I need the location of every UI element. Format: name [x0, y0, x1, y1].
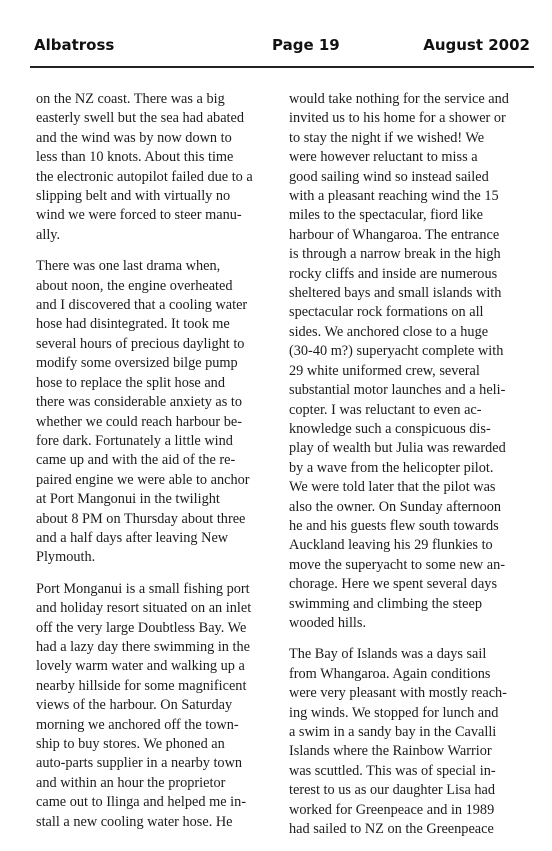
text-line: slipping belt and with virtually no — [36, 188, 231, 205]
issue-date: August 2002 — [423, 36, 530, 54]
text-line: to stay the night if we wished! We — [289, 129, 485, 146]
text-line: wind we were forced to steer manu- — [36, 207, 242, 224]
paragraph — [36, 257, 276, 568]
text-line: about noon, the engine overheated — [36, 277, 233, 294]
text-line: worked for Greenpeace and in 1989 — [289, 801, 495, 818]
text-line: good sailing wind so instead sailed — [289, 168, 489, 185]
text-line: and holiday resort situated on an inlet — [36, 600, 252, 617]
text-line: from Whangaroa. Again conditions — [289, 665, 491, 682]
text-line: had a lazy day there swimming in the — [36, 638, 250, 655]
text-line: at Port Mangonui in the twilight — [36, 491, 220, 508]
text-line: is through a narrow break in the high — [289, 246, 501, 263]
text-line: views of the harbour. On Saturday — [36, 697, 233, 714]
text-line: miles to the spectacular, fiord like — [289, 207, 483, 224]
text-line: 29 white uniformed crew, several — [289, 362, 480, 379]
text-line: by a wave from the helicopter pilot. — [289, 459, 494, 476]
text-line: play of wealth but Julia was rewarded — [289, 440, 506, 457]
page-number: Page 19 — [272, 36, 340, 54]
text-line: knowledge such a conspicuous dis- — [289, 420, 491, 437]
text-line: fore dark. Fortunately a little wind — [36, 432, 233, 449]
header-rule — [30, 66, 534, 68]
page-header — [34, 36, 530, 58]
text-line: chorage. Here we spent several days — [289, 576, 498, 593]
text-line: modify some oversized bilge pump — [36, 355, 238, 372]
text-line: nearby hillside for some magnificent — [36, 677, 247, 694]
text-line: whether we could reach harbour be- — [36, 413, 243, 430]
text-line: rocky cliffs and inside are numerous — [289, 265, 498, 282]
text-line: morning we anchored off the town- — [36, 716, 239, 733]
text-line: The Bay of Islands was a days sail — [289, 646, 487, 663]
text-line: was scuttled. This was of special in- — [289, 762, 496, 779]
text-line: he and his guests flew south towards — [289, 517, 499, 534]
text-line: a swim in a sandy bay in the Cavalli — [289, 724, 497, 740]
text-line: would take nothing for the service and — [289, 91, 509, 107]
text-line: ing winds. We stopped for lunch and — [289, 704, 499, 721]
text-line: with a pleasant reaching wind the 15 — [289, 188, 499, 205]
text-line: Port Monganui is a small fishing port — [36, 580, 250, 597]
text-line: lovely warm water and walking up a — [36, 658, 245, 675]
text-line: were very pleasant with mostly reach- — [289, 685, 507, 702]
text-line: move the superyacht to some new an- — [289, 556, 505, 573]
paragraph — [289, 645, 531, 839]
text-line: about 8 PM on Thursday about three — [36, 510, 246, 527]
text-line: (30-40 m?) superyacht complete with — [289, 343, 504, 360]
text-line: auto-parts supplier in a nearby town — [36, 755, 243, 772]
text-line: several hours of precious daylight to — [36, 335, 245, 352]
text-line: were however reluctant to miss a — [289, 149, 478, 166]
text-line: invited us to his home for a shower or — [289, 110, 506, 127]
text-line: hose to replace the split hose and — [36, 374, 225, 391]
text-line: and I discovered that a cooling water — [36, 297, 248, 314]
text-line: substantial motor launches and a heli- — [289, 382, 506, 399]
text-line: also the owner. On Sunday afternoon — [289, 498, 502, 515]
paragraph — [36, 580, 276, 832]
right-column — [289, 90, 531, 851]
text-line: hose had disintegrated. It took me — [36, 316, 230, 333]
text-line: Plymouth. — [36, 549, 96, 566]
text-line: off the very large Doubtless Bay. We — [36, 619, 247, 636]
text-line: copter. I was reluctant to even ac- — [289, 401, 482, 418]
text-line: sides. We anchored close to a huge — [289, 323, 489, 340]
text-line: paired engine we were able to anchor — [36, 471, 250, 488]
left-column — [36, 90, 276, 844]
text-line: There was one last drama when, — [36, 258, 221, 275]
text-line: ship to buy stores. We phoned an — [36, 736, 225, 752]
text-line: easterly swell but the sea had abated — [36, 110, 245, 127]
text-line: and the wind was by now down to — [36, 129, 232, 146]
paragraph — [36, 90, 276, 245]
text-line: there was considerable anxiety as to — [36, 394, 243, 411]
text-line: came up and with the aid of the re- — [36, 452, 236, 469]
text-line: terest to us as our daughter Lisa had — [289, 782, 496, 799]
text-line: had sailed to NZ on the Greenpeace — [289, 821, 494, 838]
text-line: We were told later that the pilot was — [289, 479, 496, 496]
paragraph — [289, 90, 531, 633]
text-line: Islands where the Rainbow Warrior — [289, 743, 492, 760]
text-line: swimming and climbing the steep — [289, 595, 482, 612]
text-line: and a half days after leaving New — [36, 529, 229, 546]
publication-title: Albatross — [34, 36, 115, 54]
text-line: the electronic autopilot failed due to a — [36, 168, 253, 185]
text-line: stall a new cooling water hose. He — [36, 813, 233, 830]
text-line: Auckland leaving his 29 flunkies to — [289, 537, 493, 554]
text-line: came out to Ilinga and helped me in- — [36, 794, 247, 811]
text-line: spectacular rock formations on all — [289, 304, 484, 321]
text-line: wooded hills. — [289, 614, 367, 631]
text-line: ally. — [36, 226, 61, 243]
text-line: less than 10 knots. About this time — [36, 149, 234, 166]
text-line: on the NZ coast. There was a big — [36, 91, 225, 107]
text-line: and within an hour the proprietor — [36, 774, 226, 791]
text-line: harbour of Whangaroa. The entrance — [289, 226, 500, 243]
text-line: sheltered bays and small islands with — [289, 285, 502, 302]
